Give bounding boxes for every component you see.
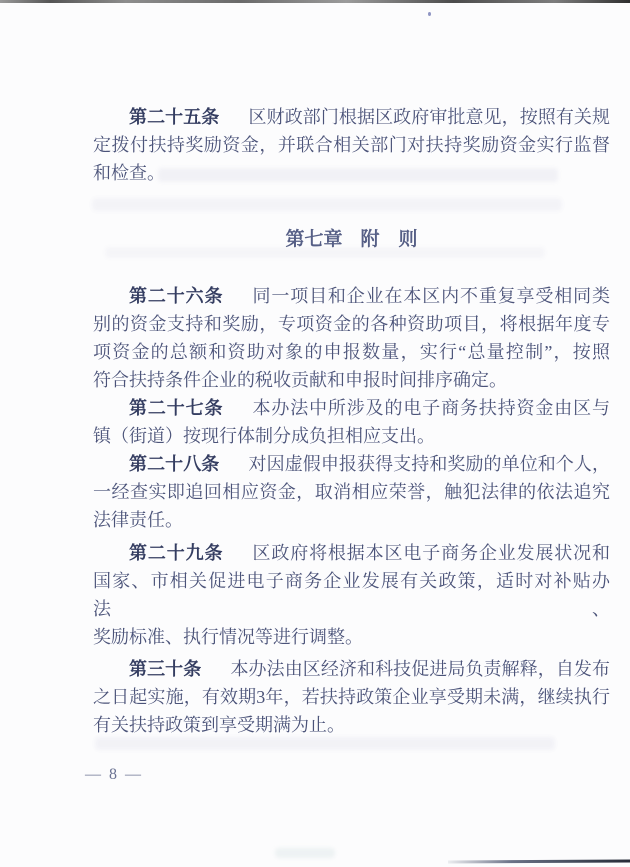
- text-line: 镇（街道）按现行体制分成负担相应支出。: [93, 426, 435, 446]
- scan-edge-top: [0, 0, 630, 3]
- text-line: 法律责任。: [93, 510, 183, 530]
- text-line: 项资金的总额和资助对象的申报数量，实行“总量控制”，按照: [93, 342, 610, 362]
- text-line: 之日起实施，有效期3年，若扶持政策企业享受期未满，继续执行: [93, 687, 610, 707]
- article-number-label: 第三十条: [129, 659, 202, 679]
- chapter-number: 第七章: [285, 229, 343, 250]
- text-line: 第三十条 本办法由区经济和科技促进局负责解释，自发布: [129, 659, 611, 679]
- page-number: — 8 —: [85, 766, 143, 783]
- article-paragraph: [93, 282, 610, 394]
- text-line: 有关扶持政策到享受期满为止。: [93, 715, 345, 735]
- article-paragraph: [93, 450, 610, 534]
- document-content: [93, 103, 610, 739]
- ink-bleed-ghost: [275, 848, 335, 858]
- text-line: 第二十六条 同一项目和企业在本区内不重复享受相同类: [129, 286, 611, 306]
- text-line: 第二十九条 区政府将根据本区电子商务企业发展状况和: [129, 543, 611, 563]
- text-line: 和检查。: [93, 163, 165, 183]
- paragraph-group-before-heading: [93, 103, 610, 187]
- text-line: 别的资金支持和奖励，专项资金的各种资助项目，将根据年度专: [93, 314, 610, 334]
- chapter-title: 附 则: [360, 229, 418, 250]
- article-number-label: 第二十八条: [129, 454, 220, 474]
- article-paragraph: [93, 103, 610, 187]
- text-line: 符合扶持条件企业的税收贡献和申报时间排序确定。: [93, 370, 507, 390]
- text-line: 第二十七条 本办法中所涉及的电子商务扶持资金由区与: [129, 398, 611, 418]
- chapter-heading: [93, 226, 610, 254]
- ink-speck: [428, 12, 431, 16]
- paragraph-group-after-heading: [93, 282, 610, 739]
- text-line: 定拨付扶持奖励资金，并联合相关部门对扶持奖励资金实行监督: [93, 135, 610, 155]
- text-line: 第二十八条 对因虚假申报获得支持和奖励的单位和个人，: [129, 454, 611, 474]
- text-line: 国家、市相关促进电子商务企业发展有关政策，适时对补贴办法、: [93, 571, 610, 619]
- text-line: 第二十五条 区财政部门根据区政府审批意见，按照有关规: [129, 107, 611, 127]
- text-line: 奖励标准、执行情况等进行调整。: [93, 627, 363, 647]
- text-line: 一经查实即追回相应资金，取消相应荣誉，触犯法律的依法追究: [93, 482, 610, 502]
- article-number-label: 第二十九条: [129, 543, 224, 563]
- scan-edge-bottom: [448, 860, 630, 864]
- article-number-label: 第二十六条: [129, 286, 224, 306]
- article-paragraph: [93, 655, 610, 739]
- article-paragraph: [93, 539, 610, 651]
- article-paragraph: [93, 394, 610, 450]
- article-number-label: 第二十七条: [129, 398, 224, 418]
- article-number-label: 第二十五条: [129, 107, 220, 127]
